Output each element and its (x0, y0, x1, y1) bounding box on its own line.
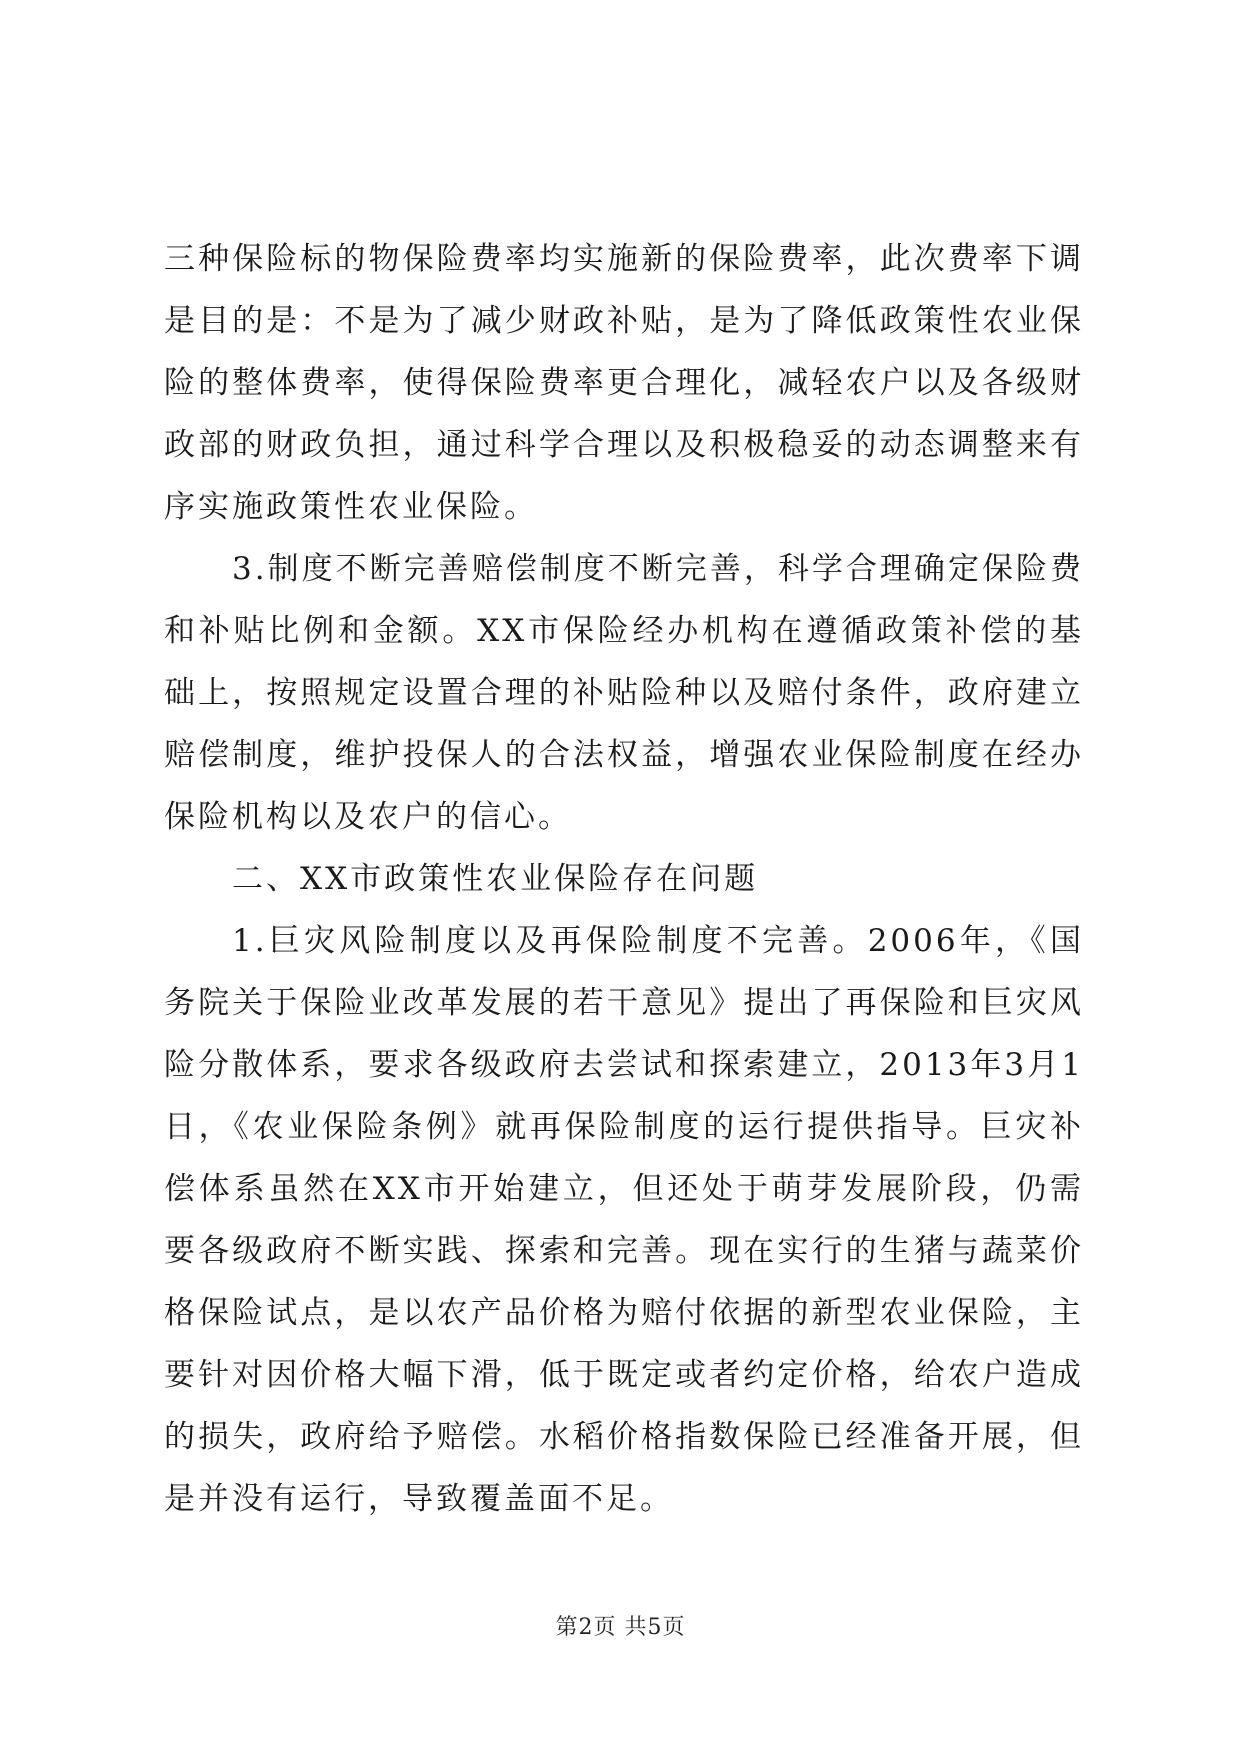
document-body (164, 228, 1084, 1530)
section-heading: 二、XX市政策性农业保险存在问题 (232, 861, 759, 897)
paragraph-1: 三种保险标的物保险费率均实施新的保险费率，此次费率下调是目的是：不是为了减少财政补贴，是为了降低政策性农业保险的整体费率，使得保险费率更合理化，减轻农户以及各级财政部的财政负担，通过科学合理以及积极稳妥的动态调整来有序实施政策性农业保险。 (164, 241, 1084, 525)
paragraph-2: 3.制度不断完善赔偿制度不断完善，科学合理确定保险费和补贴比例和金额。XX市保险经办机构在遵循政策补偿的基础上，按照规定设置合理的补贴险种以及赔付条件，政府建立赔偿制度，维护投保人的合法权益，增强农业保险制度在经办保险机构以及农户的信心。 (164, 551, 1084, 835)
paragraph-3: 1.巨灾风险制度以及再保险制度不完善。2006年，《国务院关于保险业改革发展的若干意见》提出了再保险和巨灾风险分散体系，要求各级政府去尝试和探索建立，2013年3月1日，《农业保险条例》就再保险制度的运行提供指导。巨灾补偿体系虽然在XX市开始建立，但还处于萌芽发展阶段，仍需要各级政府不断实践、探索和完善。现在实行的生猪与蔬菜价格保险试点，是以农产品价格为赔付依据的新型农业保险，主要针对因价格大幅下滑，低于既定或者约定价格，给农户造成的损失，政府给予赔偿。水稻价格指数保险已经准备开展，但是并没有运行，导致覆盖面不足。 (164, 923, 1084, 1517)
page-footer: 第2页 共5页 (555, 1615, 686, 1640)
